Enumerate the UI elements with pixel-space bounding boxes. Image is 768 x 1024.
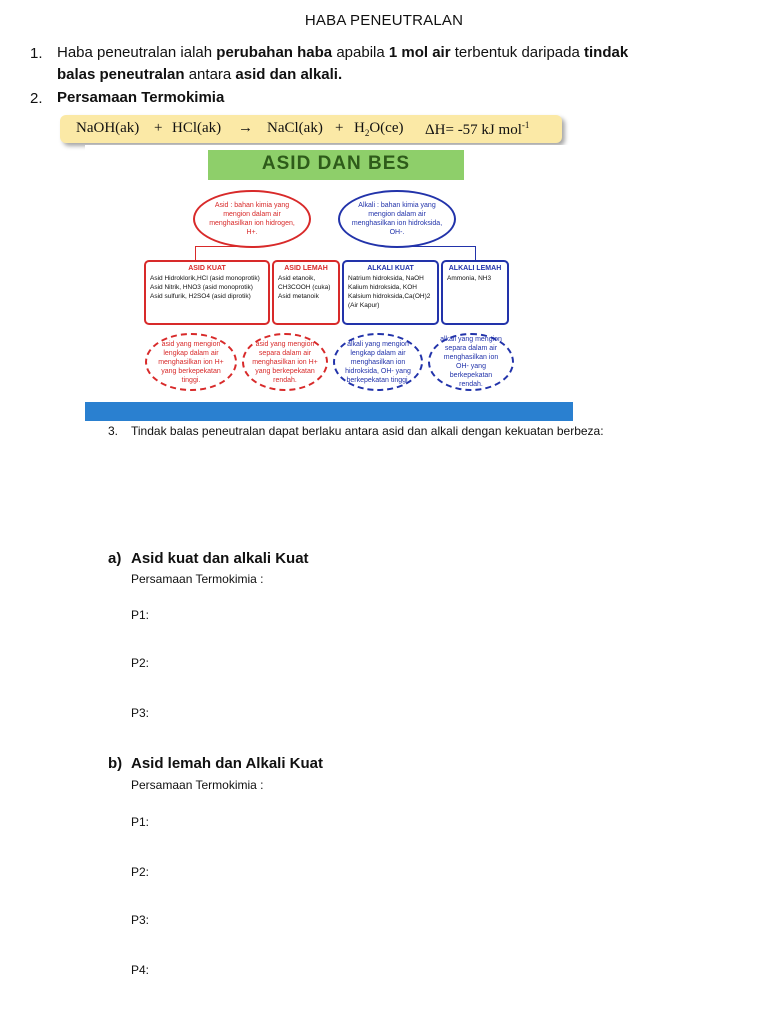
strong-alkali-cloud (333, 333, 423, 391)
strong-acid-line: Asid Nitrik, HNO3 (asid monoprotik) (150, 284, 253, 291)
section-a-subheading: Persamaan Termokimia : (131, 572, 264, 586)
item1-text-2: apabila (332, 44, 389, 61)
list-number-1: 1. (30, 45, 43, 62)
section-a-letter: a) (108, 550, 122, 567)
item1-paragraph (57, 42, 747, 86)
weak-acid-box (272, 260, 340, 325)
eq-h: H (354, 120, 365, 136)
section-b-p4: P4: (131, 963, 150, 977)
acid-definition-bubble (193, 190, 311, 248)
strong-acid-cloud (145, 333, 237, 391)
weak-acid-line: Asid etanoik, (278, 275, 316, 282)
alkali-definition-text: Alkali : bahan kimia yang mengion dalam air menghasilkan ion hidroksida, OH-. (351, 202, 443, 236)
item3-text: Tindak balas peneutralan dapat berlaku antara asid dan alkali dengan kekuatan berbeza: (131, 424, 604, 438)
item1-bold-4: balas peneutralan (57, 66, 185, 83)
strong-alkali-line: Kalsium hidroksida,Ca(OH)2 (348, 293, 431, 300)
page-title: HABA PENEUTRALAN (304, 12, 464, 29)
section-a-p3: P3: (131, 706, 150, 720)
eq-enthalpy (425, 120, 529, 139)
weak-alkali-title: ALKALI LEMAH (448, 265, 502, 272)
weak-acid-cloud (242, 333, 328, 391)
weak-alkali-box (441, 260, 509, 325)
eq-sub-2: 2 (364, 128, 370, 138)
eq-plus-1: + (154, 120, 163, 136)
weak-acid-cloud-text: asid yang mengion separa dalam air menghasilkan ion H+ yang berkepekatan rendah. (252, 340, 318, 384)
section-b-subheading: Persamaan Termokimia : (131, 778, 264, 792)
section-b-heading: Asid lemah dan Alkali Kuat (131, 755, 323, 772)
item1-text-1: Haba peneutralan ialah (57, 44, 217, 61)
alkali-definition-bubble (338, 190, 456, 248)
strong-acid-box (144, 260, 270, 325)
strong-alkali-title: ALKALI KUAT (367, 265, 414, 272)
strong-acid-line: Asid Hidroklorik,HCl (asid monoprotik) (150, 275, 260, 282)
section-b-p2: P2: (131, 865, 150, 879)
item1-bold-5: asid dan alkali. (235, 66, 343, 83)
section-b-p3: P3: (131, 913, 150, 927)
strong-acid-line: Asid sulfurik, H2SO4 (asid diprotik) (150, 293, 251, 300)
eq-arrow: → (238, 120, 253, 136)
strong-acid-cloud-text: asid yang mengion lengkap dalam air menghasilkan ion H+ yang berkepekatan tinggi. (158, 340, 224, 384)
strong-alkali-line: (Air Kapur) (348, 302, 380, 309)
item2-label (57, 87, 224, 109)
item1-bold-1: perubahan haba (216, 44, 333, 61)
acid-definition-text: Asid : bahan kimia yang mengion dalam air menghasilkan ion hidrogen, H+. (209, 202, 295, 236)
weak-alkali-cloud (428, 333, 514, 391)
thermochemical-equation (60, 115, 562, 143)
item1-text-4: antara (184, 66, 236, 83)
connector-line (195, 246, 256, 261)
weak-alkali-line: Ammonia, NH3 (447, 275, 492, 282)
eq-enthalpy-sup: -1 (521, 120, 530, 130)
eq-reactant-1: NaOH(ak) (76, 120, 140, 136)
section-a-heading: Asid kuat dan alkali Kuat (131, 550, 309, 567)
section-b-p1: P1: (131, 815, 150, 829)
strong-acid-title: ASID KUAT (188, 265, 226, 272)
item2-label-text: Persamaan Termokimia (57, 89, 225, 106)
eq-reactant-2: HCl(ak) (172, 120, 222, 136)
item1-text-3: terbentuk daripada (450, 44, 585, 61)
item1-bold-3: tindak (584, 44, 629, 61)
strong-alkali-cloud-text: alkali yang mengion lengkap dalam air menghasilkan ion hidroksida, OH- yang berkepekatan tinggi. (345, 340, 411, 384)
list-number-3: 3. (108, 424, 119, 438)
list-number-2: 2. (30, 90, 43, 107)
infographic-header: ASID DAN BES (261, 153, 411, 174)
strong-alkali-box (342, 260, 439, 325)
section-b-letter: b) (108, 755, 123, 772)
weak-acid-title: ASID LEMAH (284, 265, 328, 272)
strong-alkali-line: Natrium hidroksida, NaOH (348, 275, 424, 282)
section-a-p1: P1: (131, 608, 150, 622)
infographic-bottom-bar (85, 402, 573, 421)
eq-product-2 (354, 120, 403, 138)
section-a-p2: P2: (131, 656, 150, 670)
weak-alkali-cloud-text: alkali yang mengion separa dalam air menghasilkan ion OH- yang berkepekatan rendah. (440, 336, 502, 388)
eq-product-1: NaCl(ak) (267, 120, 323, 136)
item1-bold-2: 1 mol air (388, 44, 451, 61)
strong-alkali-line: Kalium hidroksida, KOH (348, 284, 417, 291)
weak-acid-line: CH3COOH (cuka) (278, 284, 331, 291)
eq-o: O(ce) (369, 120, 404, 136)
eq-enthalpy-text: ΔH= -57 kJ mol (425, 122, 522, 138)
connector-line (395, 246, 476, 261)
weak-acid-line: Asid metanoik (278, 293, 319, 300)
eq-plus-2: + (335, 120, 344, 136)
